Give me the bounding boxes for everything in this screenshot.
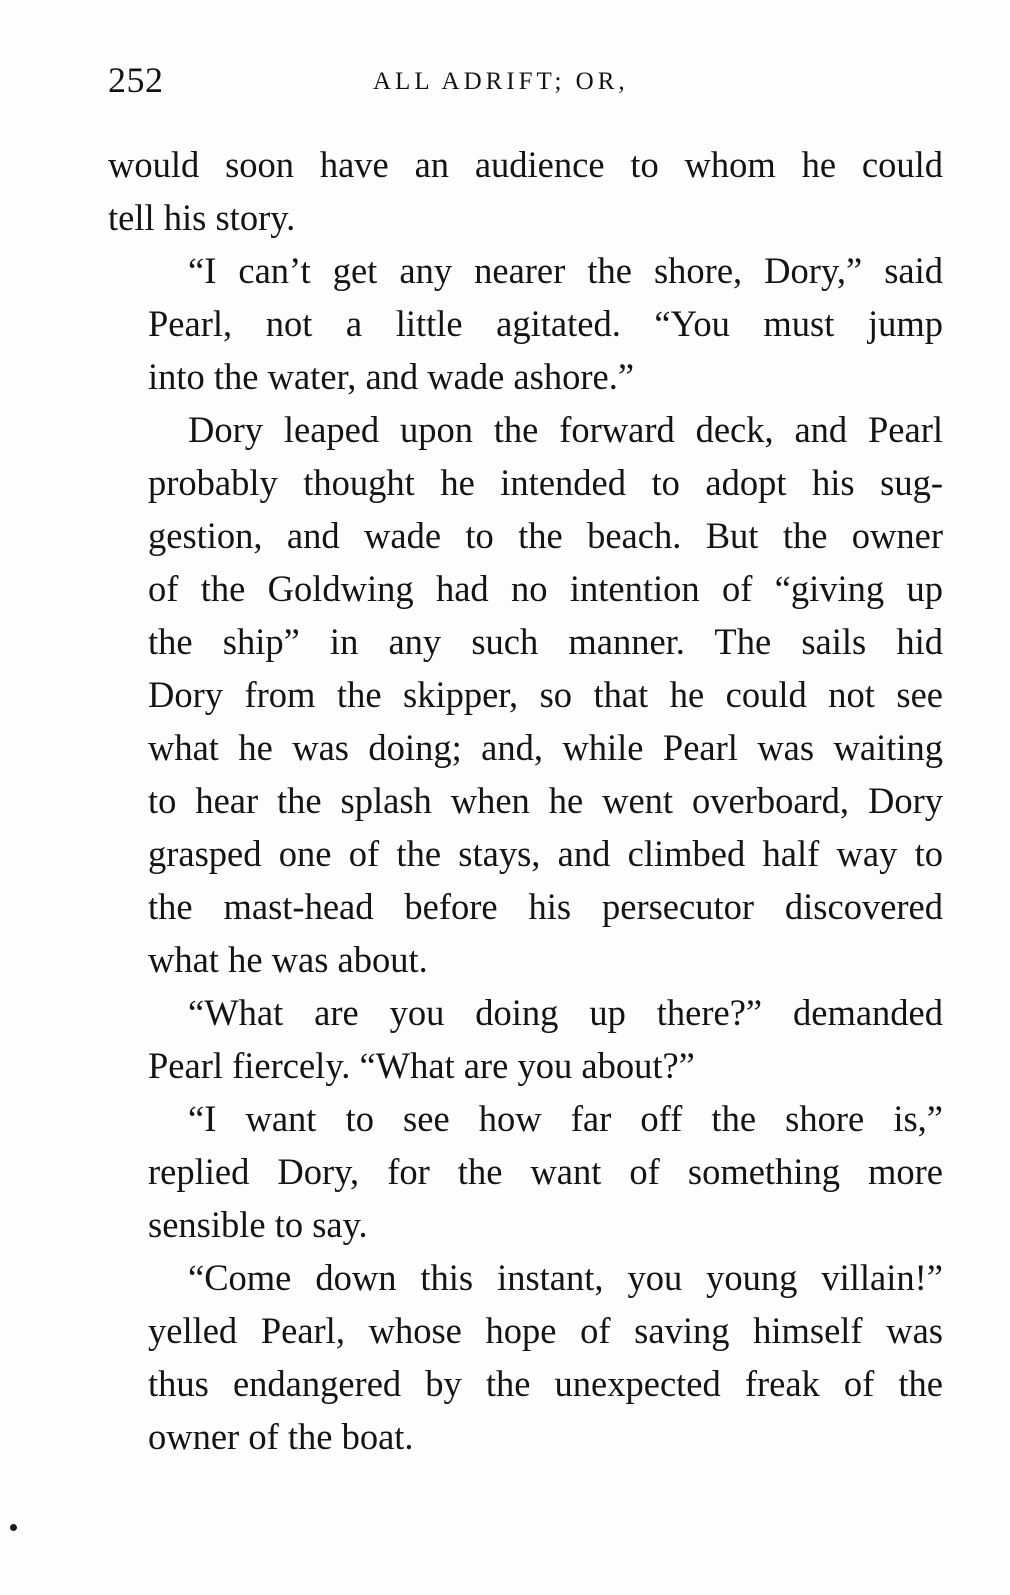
paragraph: [108, 1251, 943, 1463]
text-line: to hear the splash when he went overboard, Dory: [148, 780, 943, 821]
paragraph: [108, 986, 943, 1092]
text-line: yelled Pearl, whose hope of saving himself was: [148, 1310, 943, 1351]
text-line: Dory from the skipper, so that he could not see: [148, 674, 943, 715]
paragraph: [108, 403, 943, 986]
text-line: tell his story.: [108, 197, 296, 238]
paragraph: [108, 244, 943, 403]
text-line: replied Dory, for the want of something more: [148, 1151, 943, 1192]
text-line: probably thought he intended to adopt his sug-: [148, 462, 943, 503]
text-line: the mast-head before his persecutor discovered: [148, 886, 943, 927]
text-line: “I want to see how far off the shore is,”: [188, 1098, 943, 1139]
text-line: gestion, and wade to the beach. But the owner: [148, 515, 943, 556]
text-line: Dory leaped upon the forward deck, and Pearl: [188, 409, 943, 450]
ink-speck: [10, 1524, 17, 1531]
text-line: into the water, and wade ashore.”: [148, 356, 635, 397]
text-line: Pearl fiercely. “What are you about?”: [148, 1045, 695, 1086]
paragraph: [108, 1092, 943, 1251]
text-line: “I can’t get any nearer the shore, Dory,” said: [188, 250, 943, 291]
text-line: sensible to say.: [148, 1204, 368, 1245]
text-line: “What are you doing up there?” demanded: [188, 992, 943, 1033]
text-line: “Come down this instant, you young villain!”: [188, 1257, 943, 1298]
running-title: ALL ADRIFT; OR,: [373, 68, 629, 95]
text-line: what he was doing; and, while Pearl was waiting: [148, 727, 943, 768]
text-line: owner of the boat.: [148, 1416, 414, 1457]
text-line: of the Goldwing had no intention of “giving up: [148, 568, 943, 609]
paragraph: [108, 138, 943, 244]
text-line: Pearl, not a little agitated. “You must jump: [148, 303, 943, 344]
body-text: [108, 138, 943, 1463]
text-line: grasped one of the stays, and climbed half way to: [148, 833, 943, 874]
text-line: the ship” in any such manner. The sails hid: [148, 621, 943, 662]
text-line: what he was about.: [148, 939, 428, 980]
text-line: would soon have an audience to whom he could: [108, 144, 943, 185]
text-line: thus endangered by the unexpected freak of the: [148, 1363, 943, 1404]
running-head: [108, 58, 943, 108]
page-number: 252: [108, 60, 164, 100]
